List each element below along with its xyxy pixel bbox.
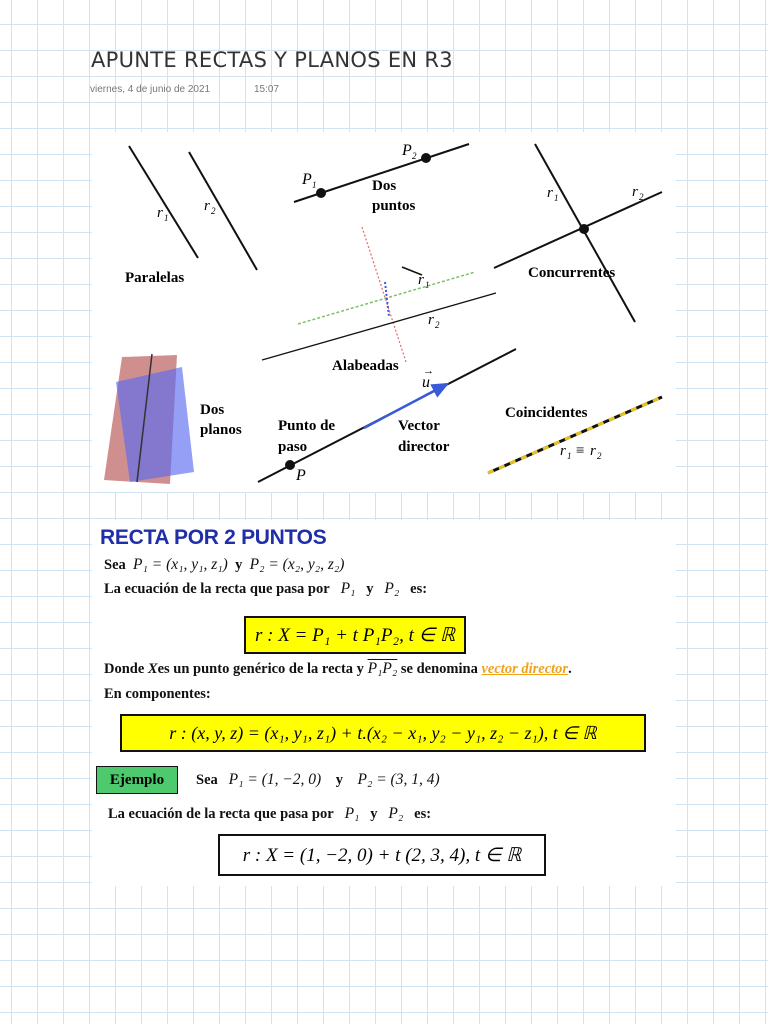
recta-por-2-puntos-section xyxy=(92,520,676,886)
vector-equation-formula: r : X = P₁ + t P₁P₂, t ∈ ℝ xyxy=(244,616,466,654)
skew-r1-sub: 1 xyxy=(425,280,430,290)
ejemplo-sea-line xyxy=(196,771,440,789)
ej-y: y xyxy=(335,772,343,788)
paralelas-label: Paralelas xyxy=(125,270,185,286)
two-planes xyxy=(104,354,242,484)
skew-r2-label: r xyxy=(428,312,434,328)
conc-r2-label: r xyxy=(632,184,638,200)
ejemplo-badge: Ejemplo xyxy=(96,766,178,794)
coinc-r1-sub: 1 xyxy=(567,451,572,461)
p2-label: P xyxy=(402,142,412,159)
sea-line xyxy=(104,556,344,574)
donde-dot: . xyxy=(568,661,572,677)
two-points-line xyxy=(294,142,469,214)
recta-y: y xyxy=(366,581,374,597)
coinc-r1: r xyxy=(560,443,566,459)
ej-recta-es: es: xyxy=(414,806,432,822)
recta-p1: P₁ xyxy=(340,580,356,597)
sea-y: y xyxy=(235,557,243,573)
lines-diagram xyxy=(92,132,676,492)
concurrentes-label: Concurrentes xyxy=(528,265,616,281)
parallel-lines xyxy=(125,146,257,286)
section-heading: RECTA POR 2 PUNTOS xyxy=(100,526,327,549)
alabeadas-label: Alabeadas xyxy=(332,358,399,374)
recta-es: es: xyxy=(410,581,428,597)
u-label: u xyxy=(422,374,430,391)
ej-recta-y: y xyxy=(370,806,378,822)
dos-planos-line1: Dos xyxy=(200,402,225,418)
ej-recta-text: La ecuación de la recta que pasa por xyxy=(108,806,334,822)
ejemplo-recta-line xyxy=(108,805,431,823)
donde-vector: P₁P₂ xyxy=(367,660,398,677)
recta-p2: P₂ xyxy=(384,580,400,597)
parallel-r1-label: r xyxy=(157,205,163,221)
parallel-r1-sub: 1 xyxy=(164,213,169,223)
parallel-r2-label: r xyxy=(204,198,210,214)
sea-p1: P₁ = (x₁, y₁, z₁) xyxy=(133,556,228,573)
page-date: viernes, 4 de junio de 2021 xyxy=(90,84,211,95)
donde-line xyxy=(104,660,572,678)
p1-label: P xyxy=(302,171,312,188)
vector-director-line1: Vector xyxy=(398,418,440,434)
p2-sub: 2 xyxy=(412,151,417,161)
u-arrow: → xyxy=(423,365,434,377)
ej-p1: P₁ = (1, −2, 0) xyxy=(228,771,322,788)
coincident-lines xyxy=(488,397,662,473)
vector-director-link[interactable]: vector director xyxy=(481,661,569,677)
donde-text-3: se denomina xyxy=(400,661,478,677)
sea-label: Sea xyxy=(104,557,126,573)
p1-sub: 1 xyxy=(312,180,317,190)
conc-r1-sub: 1 xyxy=(554,193,559,203)
coinc-r2-sub: 2 xyxy=(597,451,602,461)
parallel-r2-sub: 2 xyxy=(211,206,216,216)
conc-r2-sub: 2 xyxy=(639,192,644,202)
lines-illustration xyxy=(92,132,676,492)
dos-planos-line2: planos xyxy=(200,422,242,438)
page-title: APUNTE RECTAS Y PLANOS EN R3 xyxy=(91,48,453,72)
punto-de-paso-line2: paso xyxy=(278,439,308,455)
concurrent-lines xyxy=(494,144,662,322)
ej-p2: P₂ = (3, 1, 4) xyxy=(357,771,440,788)
component-equation-formula: r : (x, y, z) = (x₁, y₁, z₁) + t.(x₂ − x₁, y₂ − y₁, z₂ − z₁), t ∈ ℝ xyxy=(120,714,646,752)
donde-text-2: es un punto genérico de la recta y xyxy=(157,661,364,677)
recta-text: La ecuación de la recta que pasa por xyxy=(104,581,330,597)
sea-p2: P₂ = (x₂, y₂, z₂) xyxy=(249,556,345,573)
conc-r1-label: r xyxy=(547,185,553,201)
donde-text-1: Donde xyxy=(104,661,145,677)
coincidentes-label: Coincidentes xyxy=(505,405,588,421)
componentes-label: En componentes: xyxy=(104,686,211,702)
ej-recta-p2: P₂ xyxy=(388,805,404,822)
vector-director-line2: director xyxy=(398,439,450,455)
p-label: P xyxy=(296,467,306,484)
punto-de-paso-line1: Punto de xyxy=(278,418,336,434)
dos-puntos-line2: puntos xyxy=(372,198,416,214)
recta-line xyxy=(104,580,427,598)
ej-sea: Sea xyxy=(196,772,218,788)
donde-x: X xyxy=(147,661,158,677)
ej-recta-p1: P₁ xyxy=(344,805,360,822)
dos-puntos-line1: Dos xyxy=(372,178,397,194)
page-time: 15:07 xyxy=(254,84,280,95)
skew-lines xyxy=(262,227,496,374)
coinc-equiv: ≡ xyxy=(576,443,585,459)
example-equation-formula: r : X = (1, −2, 0) + t (2, 3, 4), t ∈ ℝ xyxy=(218,834,546,876)
skew-r1-label: r xyxy=(418,272,424,288)
coinc-r2: r xyxy=(590,443,596,459)
skew-r2-sub: 2 xyxy=(435,320,440,330)
